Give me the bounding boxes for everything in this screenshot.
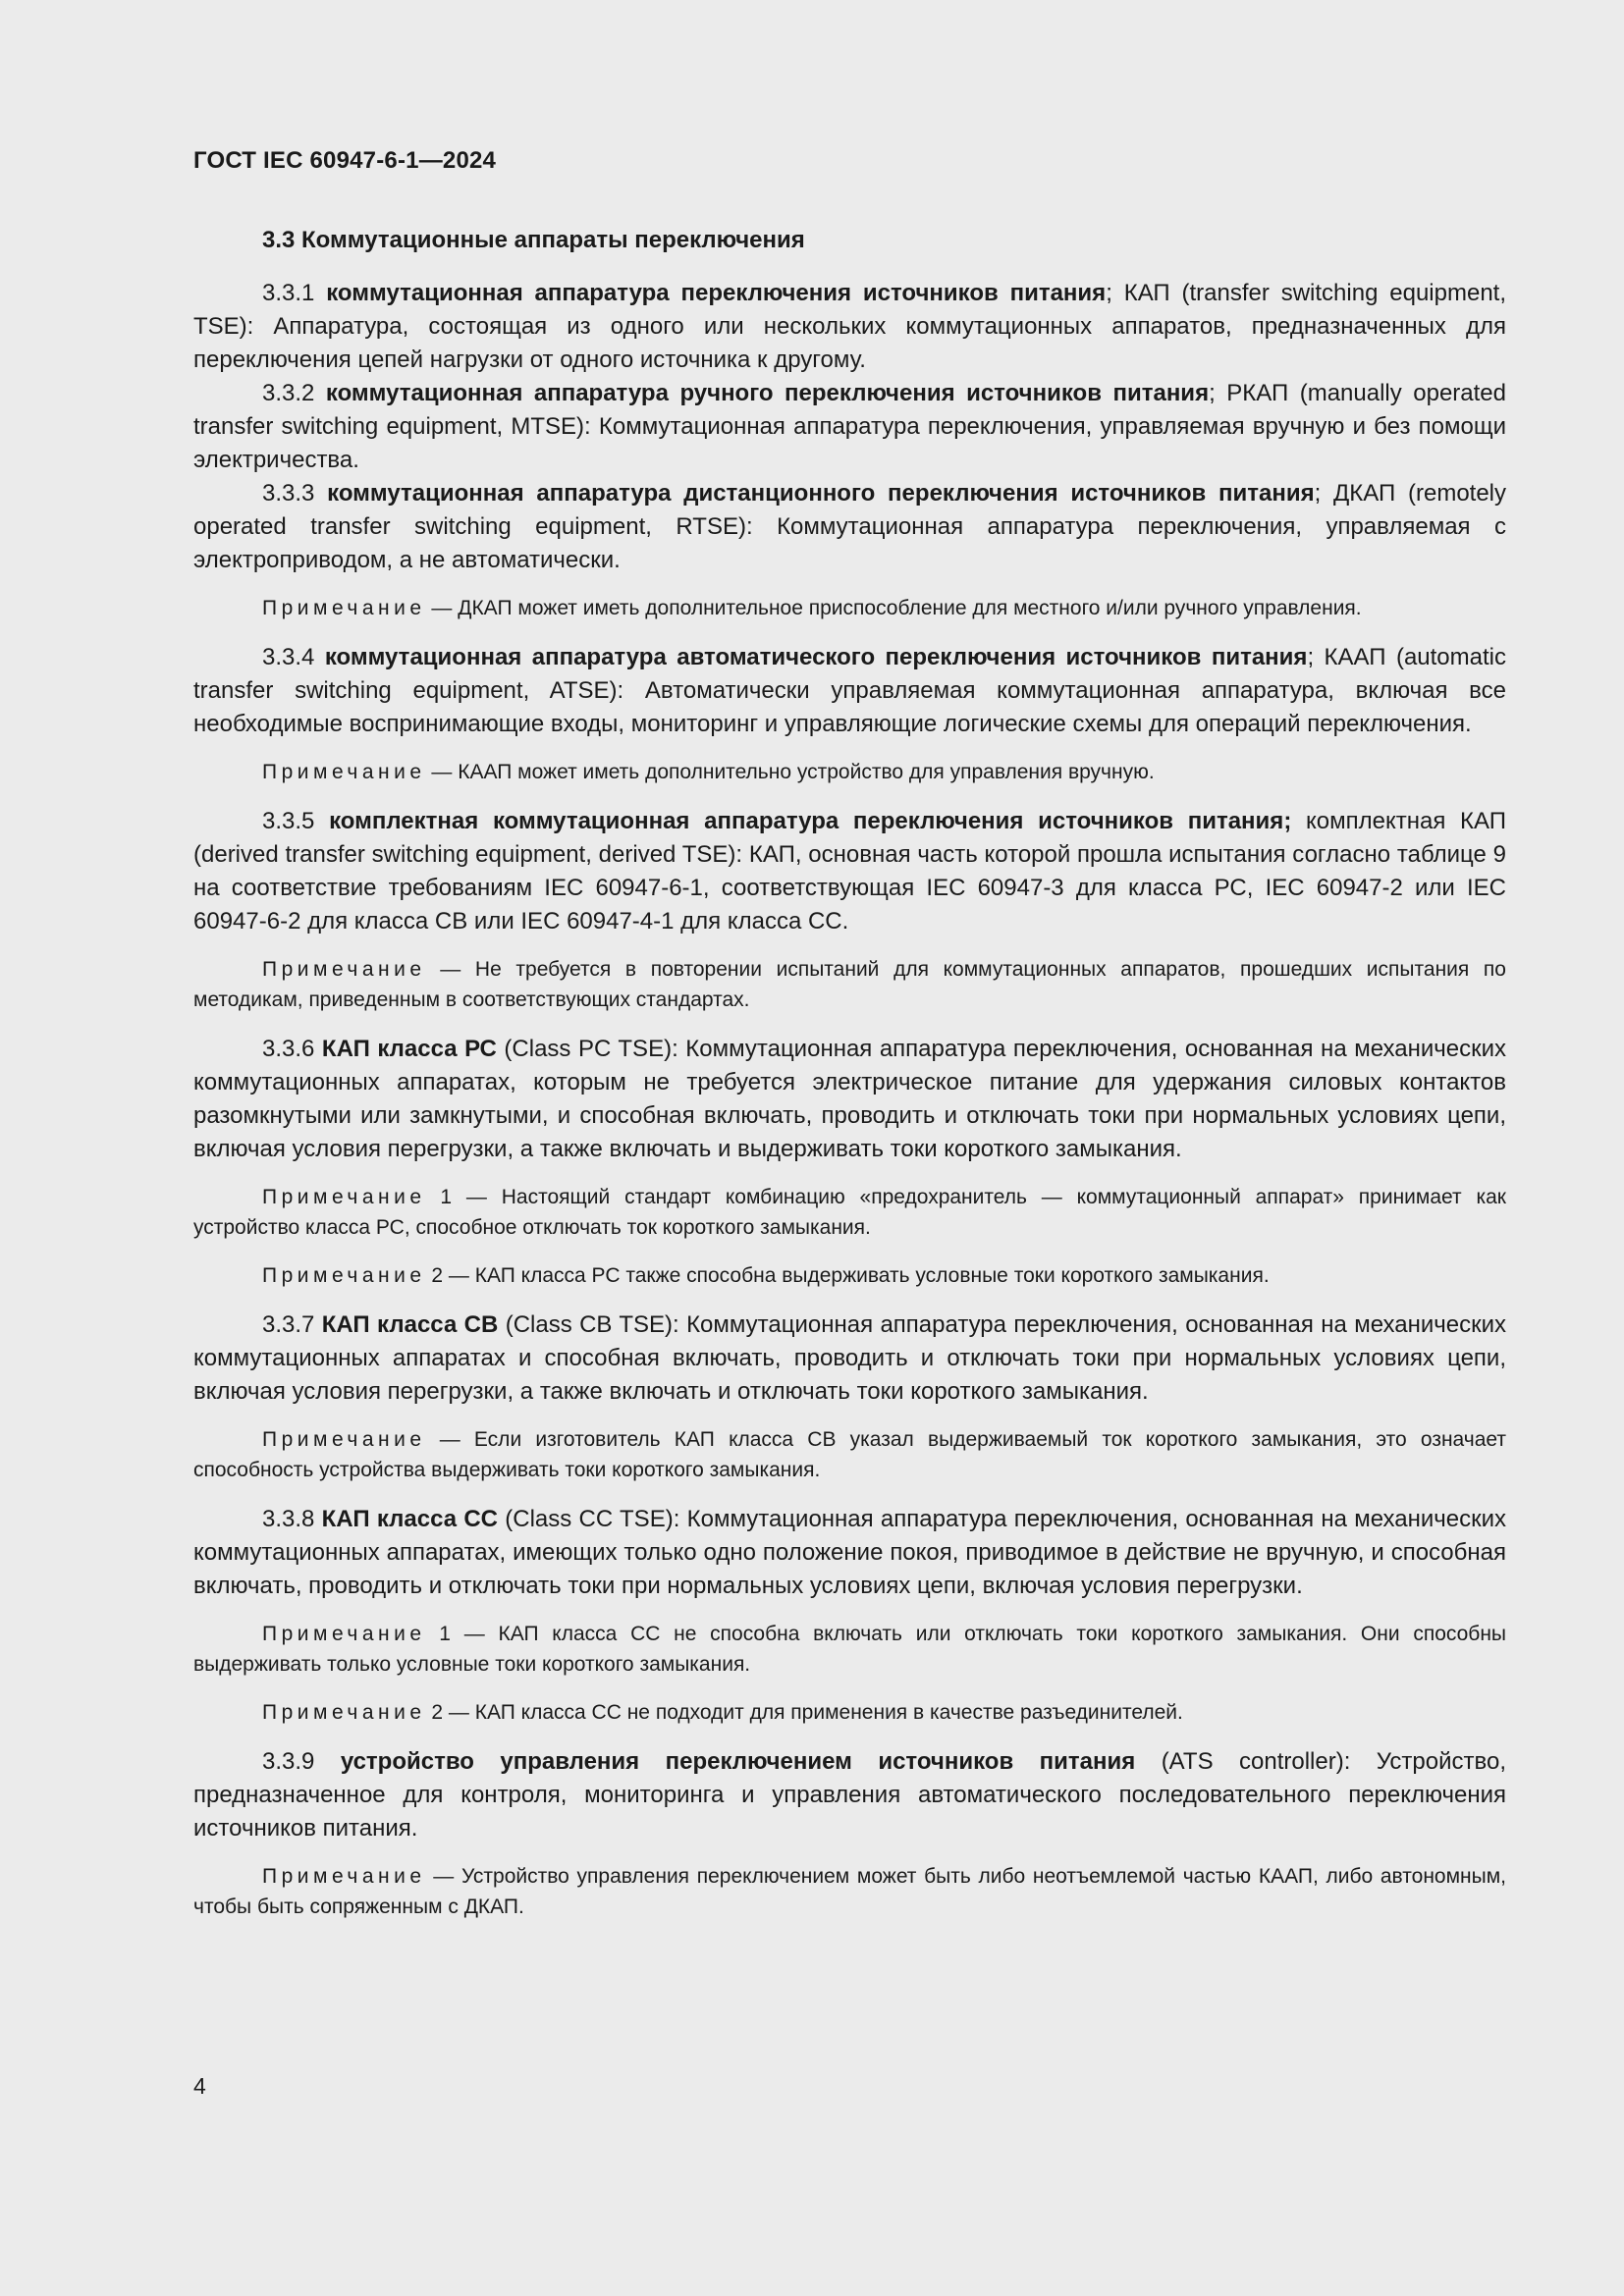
- note-text: — Устройство управления переключением может быть либо неотъемлемой частью КААП, либо автономным, чтобы быть сопряженным с ДКАП.: [193, 1865, 1506, 1918]
- term-number: 3.3.9: [262, 1748, 341, 1775]
- term-3-3-8: [193, 1503, 1506, 1603]
- term-3-3-2: [193, 377, 1506, 477]
- note-label: Примечание: [262, 958, 426, 981]
- note-3-3-4: [193, 757, 1506, 787]
- term-number: 3.3.5: [262, 808, 330, 834]
- term-definition: (Class CB TSE): Коммутационная аппаратура переключения, основанная на механических коммутационных аппаратах и способная включать, проводить и отключать токи при нормальных условиях цепи, включая условия перегрузки, а также включать и отключать токи короткого замыкания.: [193, 1311, 1507, 1405]
- note-3-3-8-2: [193, 1697, 1506, 1728]
- note-3-3-8-1: [193, 1619, 1506, 1680]
- note-label: Примечание: [262, 1428, 426, 1451]
- term-definition: ; КАП (transfer switching equipment, TSE): Аппаратура, состоящая из одного или нескольких коммутационных аппаратов, предназначенных для переключения цепей нагрузки от одного источника к другому.: [193, 280, 1507, 373]
- term-3-3-9: [193, 1745, 1506, 1845]
- note-label: Примечание: [262, 597, 426, 619]
- term-definition: ; КААП (automatic transfer switching equipment, ATSE): Автоматически управляемая коммутационная аппаратура, включая все необходимые воспринимающие входы, мониторинг и управляющие логические схемы для операций переключения.: [193, 644, 1506, 737]
- note-label: Примечание: [262, 1623, 426, 1645]
- note-number: 2: [425, 1701, 444, 1724]
- term-3-3-5: [193, 805, 1506, 938]
- term-3-3-4: [193, 641, 1506, 741]
- note-text: — Не требуется в повторении испытаний для коммутационных аппаратов, прошедших испытания по методикам, приведенным в соответствующих стандартах.: [193, 958, 1506, 1011]
- term-number: 3.3.1: [262, 280, 327, 306]
- term-number: 3.3.6: [262, 1036, 322, 1062]
- term-definition: ; РКАП (manually operated transfer switching equipment, MTSE): Коммутационная аппаратура переключения, управляемая вручную и без помощи электричества.: [193, 380, 1506, 473]
- term-number: 3.3.7: [262, 1311, 322, 1338]
- term-name: коммутационная аппаратура автоматического переключения источников питания: [324, 644, 1308, 670]
- note-3-3-7: [193, 1424, 1506, 1485]
- term-3-3-7: [193, 1308, 1506, 1409]
- term-3-3-3: [193, 477, 1506, 577]
- note-label: Примечание: [262, 1264, 426, 1287]
- note-number: 1: [425, 1623, 451, 1645]
- term-definition: (Class CC TSE): Коммутационная аппаратура переключения, основанная на механических коммутационных аппаратах, имеющих только одно положение покоя, приводимое в действие не вручную, и способная включать, проводить и отключать токи при нормальных условиях цепи, включая условия перегрузки.: [193, 1506, 1507, 1599]
- page-number: 4: [193, 2073, 206, 2099]
- note-3-3-5: [193, 954, 1506, 1015]
- document-header: ГОСТ IEC 60947-6-1—2024: [193, 147, 497, 174]
- note-text: — ДКАП может иметь дополнительное приспособление для местного и/или ручного управления.: [425, 597, 1362, 619]
- term-definition: (Class PC TSE): Коммутационная аппаратура переключения, основанная на механических коммутационных аппаратах, которым не требуется электрическое питание для удержания силовых контактов разомкнутыми или замкнутыми, и способная включать, проводить и отключать токи при нормальных условиях цепи, включая условия перегрузки, а также включать и выдерживать токи короткого замыкания.: [193, 1036, 1507, 1162]
- term-name: КАП класса РС: [321, 1036, 497, 1062]
- note-label: Примечание: [262, 1865, 426, 1888]
- note-label: Примечание: [262, 761, 426, 783]
- note-3-3-9: [193, 1861, 1506, 1922]
- term-number: 3.3.4: [262, 644, 325, 670]
- note-number: 2: [425, 1264, 444, 1287]
- term-definition: ; ДКАП (remotely operated transfer switching equipment, RTSE): Коммутационная аппаратура переключения, управляемая с электроприводом, а не автоматически.: [193, 480, 1507, 573]
- note-text: — Настоящий стандарт комбинацию «предохранитель — коммутационный аппарат» принимает как устройство класса РС, способное отключать ток короткого замыкания.: [193, 1186, 1506, 1239]
- term-3-3-6: [193, 1033, 1506, 1166]
- term-name: КАП класса СВ: [321, 1311, 499, 1338]
- term-number: 3.3.3: [262, 480, 328, 507]
- note-text: — КАП класса СС не способна включать или отключать токи короткого замыкания. Они способны выдерживать только условные токи короткого замыкания.: [193, 1623, 1507, 1676]
- note-3-3-6-1: [193, 1182, 1506, 1243]
- note-text: — Если изготовитель КАП класса СВ указал выдерживаемый ток короткого замыкания, это означает способность устройства выдерживать токи короткого замыкания.: [193, 1428, 1506, 1481]
- note-text: — КАП класса СС не подходит для применения в качестве разъединителей.: [443, 1701, 1183, 1724]
- term-name: коммутационная аппаратура переключения источников питания: [326, 280, 1107, 306]
- term-name: комплектная коммутационная аппаратура переключения источников питания;: [329, 808, 1292, 834]
- note-text: — КАП класса РС также способна выдерживать условные токи короткого замыкания.: [443, 1264, 1270, 1287]
- term-name: КАП класса СС: [321, 1506, 498, 1532]
- term-number: 3.3.8: [262, 1506, 322, 1532]
- note-text: — КААП может иметь дополнительно устройство для управления вручную.: [425, 761, 1155, 783]
- term-name: коммутационная аппаратура ручного переключения источников питания: [325, 380, 1210, 406]
- note-number: 1: [425, 1186, 453, 1208]
- note-label: Примечание: [262, 1701, 426, 1724]
- term-name: коммутационная аппаратура дистанционного переключения источников питания: [327, 480, 1315, 507]
- term-definition: (ATS controller): Устройство, предназначенное для контроля, мониторинга и управления автоматического последовательного переключения источников питания.: [193, 1748, 1507, 1842]
- section-title: 3.3 Коммутационные аппараты переключения: [262, 227, 805, 253]
- term-name: устройство управления переключением источников питания: [340, 1748, 1136, 1775]
- document-content: [193, 224, 1506, 1940]
- term-3-3-1: [193, 277, 1506, 377]
- note-label: Примечание: [262, 1186, 426, 1208]
- term-number: 3.3.2: [262, 380, 326, 406]
- note-3-3-6-2: [193, 1260, 1506, 1291]
- term-definition: комплектная КАП (derived transfer switching equipment, derived TSE): КАП, основная часть которой прошла испытания согласно таблице 9 на соответствие требованиям IEC 60947-6-1, соответствующая IEC 60947-3 для класса РС, IEC 60947-2 или IEC 60947-6-2 для класса СВ или IEC 60947-4-1 для класса СС.: [193, 808, 1506, 934]
- note-3-3-3: [193, 593, 1506, 623]
